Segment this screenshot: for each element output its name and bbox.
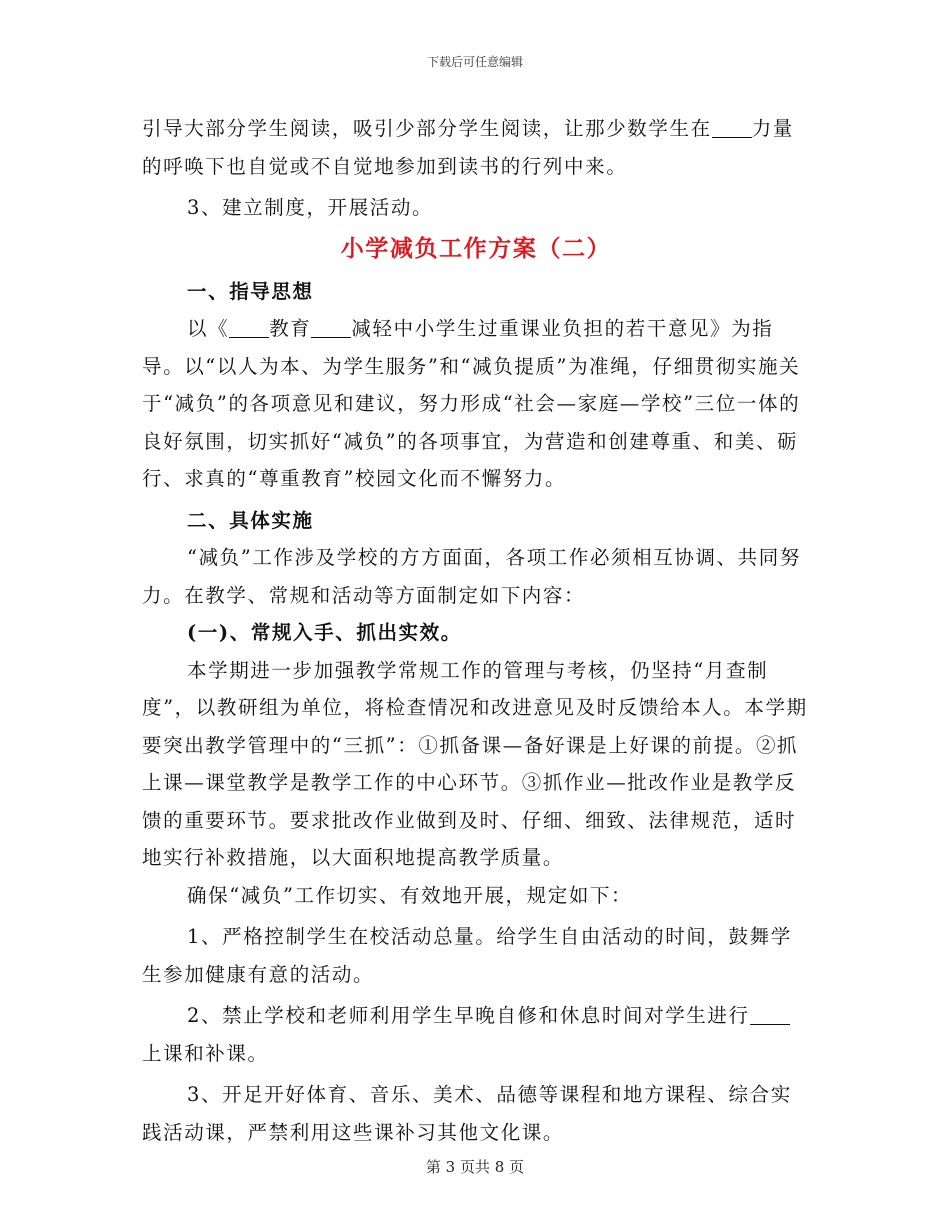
paragraph-item-3: 3、建立制度，开展活动。: [187, 196, 434, 219]
text-run: 力量的呼唤下也自觉或不自觉地参加到读书的行列中来。: [142, 117, 794, 178]
blank-line: [311, 317, 351, 338]
page-footer: 第 3 页共 8 页: [425, 1158, 525, 1176]
text-run: 减轻中小学生过重课业负担的若干意见》为指导。以“以人为本、为学生服务”和“减负提质”为准绳，仔细贯彻实施关于“减负”的各项意见和建议，努力形成“社会—家庭—学校”三位一体的良好氛围，切实抓好“减负”的各项事宜，为营造和创建尊重、和美、砺行、求真的“尊重教育”校园文化而不懈努力。: [142, 317, 801, 490]
paragraph-rules-intro: 确保“减负”工作切实、有效地开展，规定如下：: [187, 883, 633, 907]
heading-guiding-thought: 一、指导思想: [187, 279, 314, 303]
blank-line: [229, 317, 269, 338]
paragraph-guiding-thought: [142, 310, 810, 498]
paragraph-rule-1: 1、严格控制学生在校活动总量。给学生自由活动的时间，鼓舞学生参加健康有意的活动。: [142, 925, 792, 986]
paragraph-implementation: “减负”工作涉及学校的方方面面，各项工作必须相互协调、共同努力。在教学、常规和活动等方面制定如下内容：: [142, 546, 801, 607]
paragraph-routine: 本学期进一步加强教学常规工作的管理与考核，仍坚持“月查制度”，以教研组为单位，将检查情况和改进意见及时反馈给本人。本学期要突出教学管理中的“三抓”：①抓备课—备好课是上好课的前提。②抓上课—课堂教学是教学工作的中心环节。③抓作业—批改作业是教学反馈的重要环节。要求批改作业做到及时、仔细、细致、法律规范，适时地实行补救措施，以大面积地提高教学质量。: [142, 658, 808, 869]
text-run: 上课和补课。: [142, 1041, 269, 1065]
blank-line: [750, 1004, 790, 1025]
document-body: [142, 110, 810, 1151]
paragraph-rule-3: 3、开足开好体育、音乐、美术、品德等课程和地方课程、综合实践活动课，严禁利用这些课补习其他文化课。: [142, 1083, 792, 1144]
heading-routine: (一)、常规入手、抓出实效。: [187, 621, 462, 644]
paragraph-reading: [142, 110, 810, 185]
page-header: 下载后可任意编辑: [426, 55, 523, 69]
paragraph-rule-2: [142, 997, 810, 1072]
text-run: 2、禁止学校和老师利用学生早晚自修和休息时间对学生进行: [187, 1004, 750, 1027]
text-run: 教育: [269, 317, 312, 340]
heading-implementation: 二、具体实施: [187, 508, 314, 532]
text-run: 引导大部分学生阅读，吸引少部分学生阅读，让那少数学生在: [142, 117, 712, 140]
blank-line: [712, 117, 752, 138]
section-title: 小学减负工作方案（二）: [340, 234, 612, 262]
text-run: 以《: [187, 317, 230, 340]
